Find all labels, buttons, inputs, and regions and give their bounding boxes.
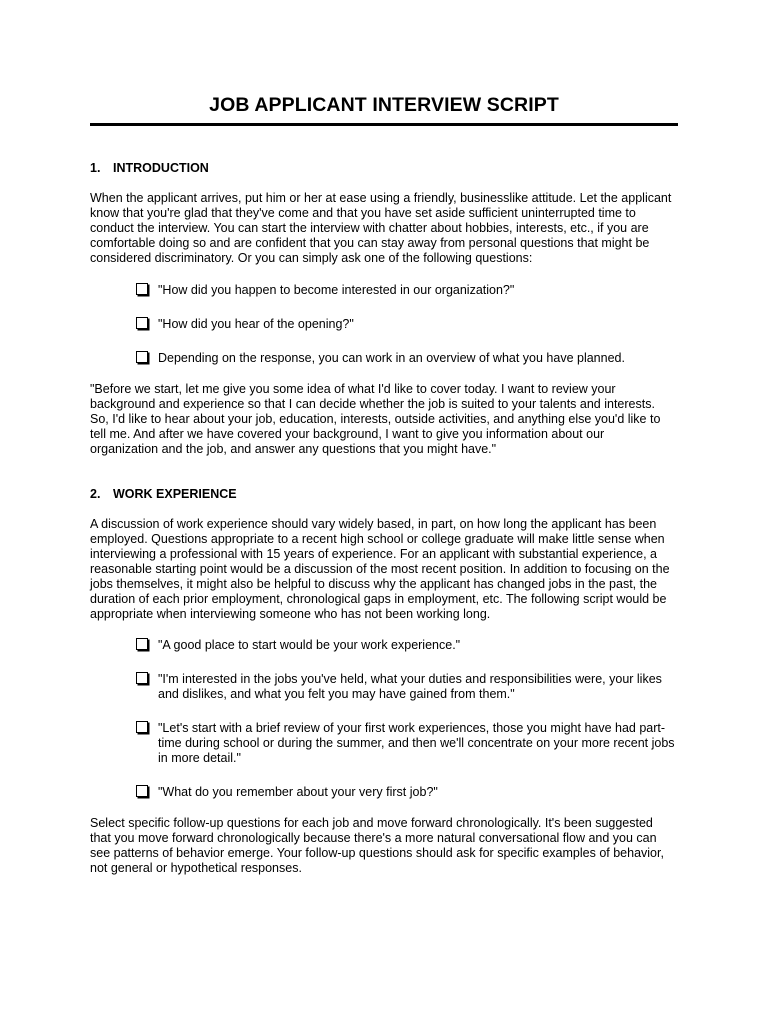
- checklist-item-text: [158, 785, 682, 800]
- item-line: and dislikes, and what you felt you may have gained from them.": [158, 687, 515, 701]
- script-paragraph: [90, 382, 682, 457]
- item-line: "How did you hear of the opening?": [158, 317, 354, 331]
- section-heading-work-experience: [90, 487, 237, 501]
- paragraph-line: Select specific follow-up questions for each job and move forward chronologically. It's been suggested: [90, 816, 653, 830]
- paragraph-line: tell me. And after we have covered your background, I want to give you information about our: [90, 427, 605, 441]
- paragraph-line: that you move forward chronologically because there's a more natural conversational flow and you can: [90, 831, 657, 845]
- item-line: "I'm interested in the jobs you've held, what your duties and responsibilities were, your likes: [158, 672, 662, 686]
- document-title: JOB APPLICANT INTERVIEW SCRIPT: [209, 94, 559, 116]
- paragraph-line: see patterns of behavior emerge. Your follow-up questions should ask for specific examples of behavior,: [90, 846, 664, 860]
- follow-up-paragraph: [90, 816, 682, 876]
- intro-paragraph: [90, 191, 682, 266]
- section-heading-introduction: [90, 161, 209, 175]
- paragraph-line: reasonable starting point would be a discussion of the most recent position. In addition to focusing on the: [90, 562, 670, 576]
- checkbox-icon[interactable]: [136, 638, 148, 650]
- checklist-item-text: [158, 638, 682, 653]
- item-line: "How did you happen to become interested in our organization?": [158, 283, 515, 297]
- checkbox-icon[interactable]: [136, 317, 148, 329]
- checkbox-icon[interactable]: [136, 785, 148, 797]
- paragraph-line: appropriate when interviewing someone who has not been working long.: [90, 607, 491, 621]
- paragraph-line: duration of each prior employment, chronological gaps in employment, etc. The following script would be: [90, 592, 667, 606]
- item-line: time during school or during the summer, and then we'll concentrate on your more recent jobs: [158, 736, 675, 750]
- item-line: "What do you remember about your very first job?": [158, 785, 438, 799]
- paragraph-line: comfortable doing so and are confident that you can stay away from personal questions that might be: [90, 236, 650, 250]
- work-experience-paragraph: [90, 517, 682, 622]
- checklist-item-text: [158, 351, 682, 366]
- paragraph-line: conduct the interview. You can start the interview with chatter about hobbies, interests, etc., if you are: [90, 221, 649, 235]
- paragraph-line: organization and the job, and answer any questions that you might have.": [90, 442, 497, 456]
- paragraph-line: interviewing a professional with 15 years of experience. For an applicant with substantial experience, a: [90, 547, 657, 561]
- section-number: 2.: [90, 487, 101, 501]
- checkbox-icon[interactable]: [136, 672, 148, 684]
- paragraph-line: considered discriminatory. Or you can simply ask one of the following questions:: [90, 251, 533, 265]
- checkbox-icon[interactable]: [136, 283, 148, 295]
- paragraph-line: background and experience so that I can decide whether the job is suited to your talents and interests.: [90, 397, 655, 411]
- title-rule: [90, 123, 678, 126]
- checklist-item-text: [158, 283, 682, 298]
- paragraph-line: So, I'd like to hear about your job, education, interests, outside activities, and anything else you'd like to: [90, 412, 661, 426]
- item-line: in more detail.": [158, 751, 241, 765]
- item-line: "Let's start with a brief review of your first work experiences, those you might have had part-: [158, 721, 666, 735]
- item-line: "A good place to start would be your work experience.": [158, 638, 461, 652]
- item-line: Depending on the response, you can work in an overview of what you have planned.: [158, 351, 625, 365]
- checkbox-icon[interactable]: [136, 351, 148, 363]
- section-title: WORK EXPERIENCE: [113, 487, 237, 501]
- paragraph-line: "Before we start, let me give you some idea of what I'd like to cover today. I want to review your: [90, 382, 616, 396]
- section-number: 1.: [90, 161, 101, 175]
- paragraph-line: know that you're glad that they've come and that you have set aside sufficient uninterrupted time to: [90, 206, 636, 220]
- paragraph-line: employed. Questions appropriate to a recent high school or college graduate will make little sense when: [90, 532, 665, 546]
- checklist-item-text: [158, 672, 682, 702]
- paragraph-line: A discussion of work experience should vary widely based, in part, on how long the applicant has been: [90, 517, 657, 531]
- checklist-item-text: [158, 721, 682, 766]
- checkbox-icon[interactable]: [136, 721, 148, 733]
- paragraph-line: jobs themselves, it might also be helpful to discuss why the applicant has changed jobs in the past, the: [90, 577, 657, 591]
- section-title: INTRODUCTION: [113, 161, 209, 175]
- paragraph-line: not general or hypothetical responses.: [90, 861, 302, 875]
- paragraph-line: When the applicant arrives, put him or her at ease using a friendly, businesslike attitude. Let the applicant: [90, 191, 672, 205]
- checklist-item-text: [158, 317, 682, 332]
